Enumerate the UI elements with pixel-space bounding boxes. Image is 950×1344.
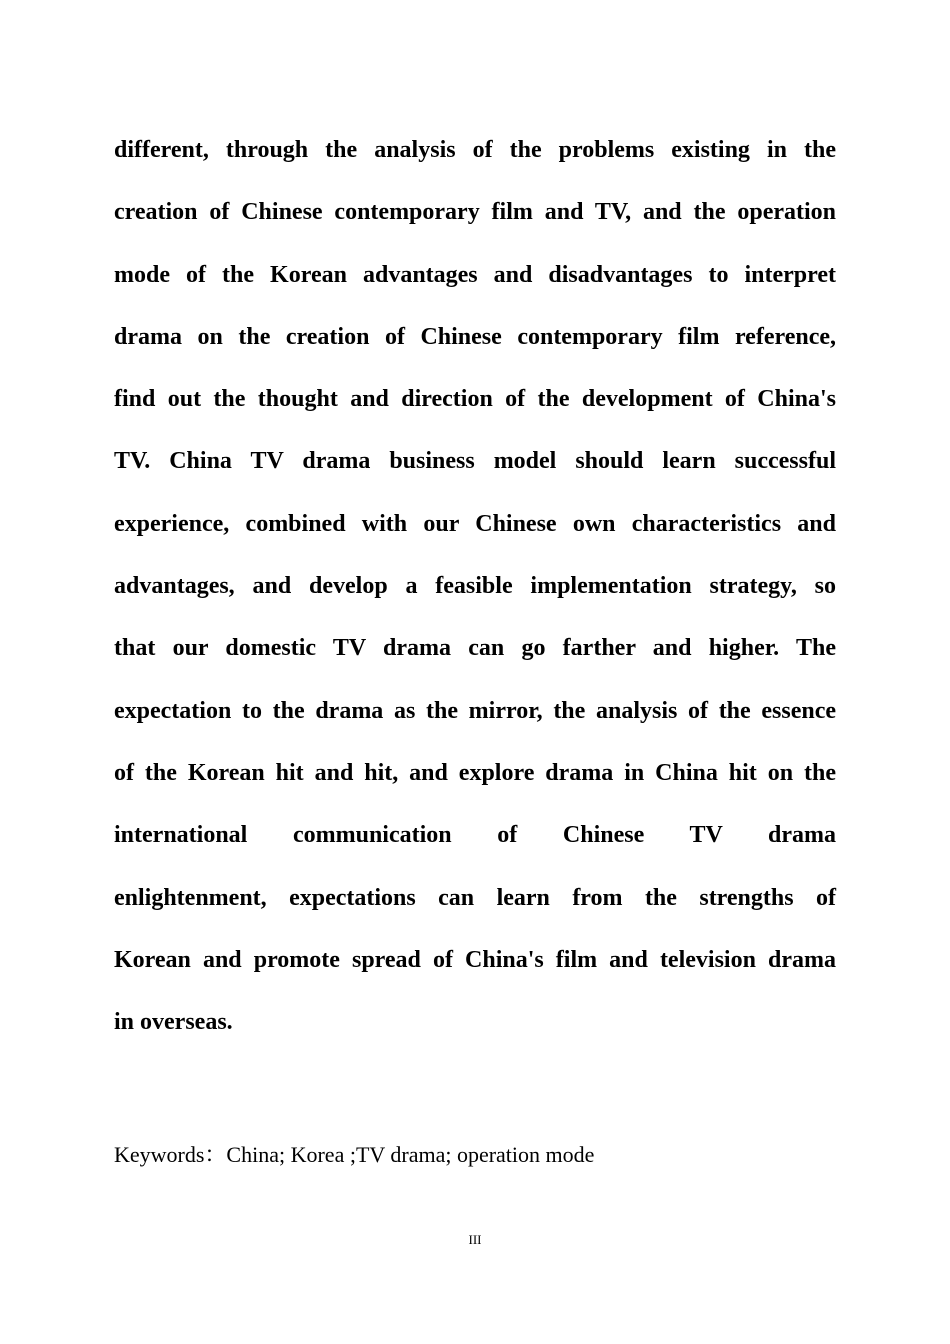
paragraph-line: expectation to the drama as the mirror, the analysis of the essence [114, 697, 836, 724]
paragraph-line: drama on the creation of Chinese contemporary film reference, [114, 323, 836, 350]
paragraph-line: of the Korean hit and hit, and explore drama in China hit on the [114, 759, 836, 786]
paragraph-line: TV. China TV drama business model should learn successful [114, 448, 836, 475]
paragraph-line: different, through the analysis of the problems existing in the [114, 137, 836, 163]
paragraph-line: mode of the Korean advantages and disadvantages to interpret [114, 261, 836, 288]
paragraph-line: find out the thought and direction of the development of China's [114, 386, 836, 413]
abstract-paragraph [114, 119, 836, 1053]
paragraph-line: advantages, and develop a feasible implementation strategy, so [114, 573, 836, 600]
page-number: III [468, 1232, 482, 1247]
paragraph-line: creation of Chinese contemporary film and TV, and the operation [114, 199, 836, 226]
paragraph-line-last: in overseas. [114, 1009, 233, 1036]
paragraph-line: that our domestic TV drama can go farther and higher. The [114, 635, 836, 662]
paragraph-line: enlightenment, expectations can learn from the strengths of [114, 884, 836, 911]
paragraph-line: Korean and promote spread of China's film and television drama [114, 946, 836, 973]
paragraph-line: international communication of Chinese TV drama [114, 822, 836, 849]
keywords-line: Keywords：China; Korea ;TV drama; operation mode [114, 1142, 595, 1167]
paragraph-line: experience, combined with our Chinese own characteristics and [114, 510, 836, 537]
